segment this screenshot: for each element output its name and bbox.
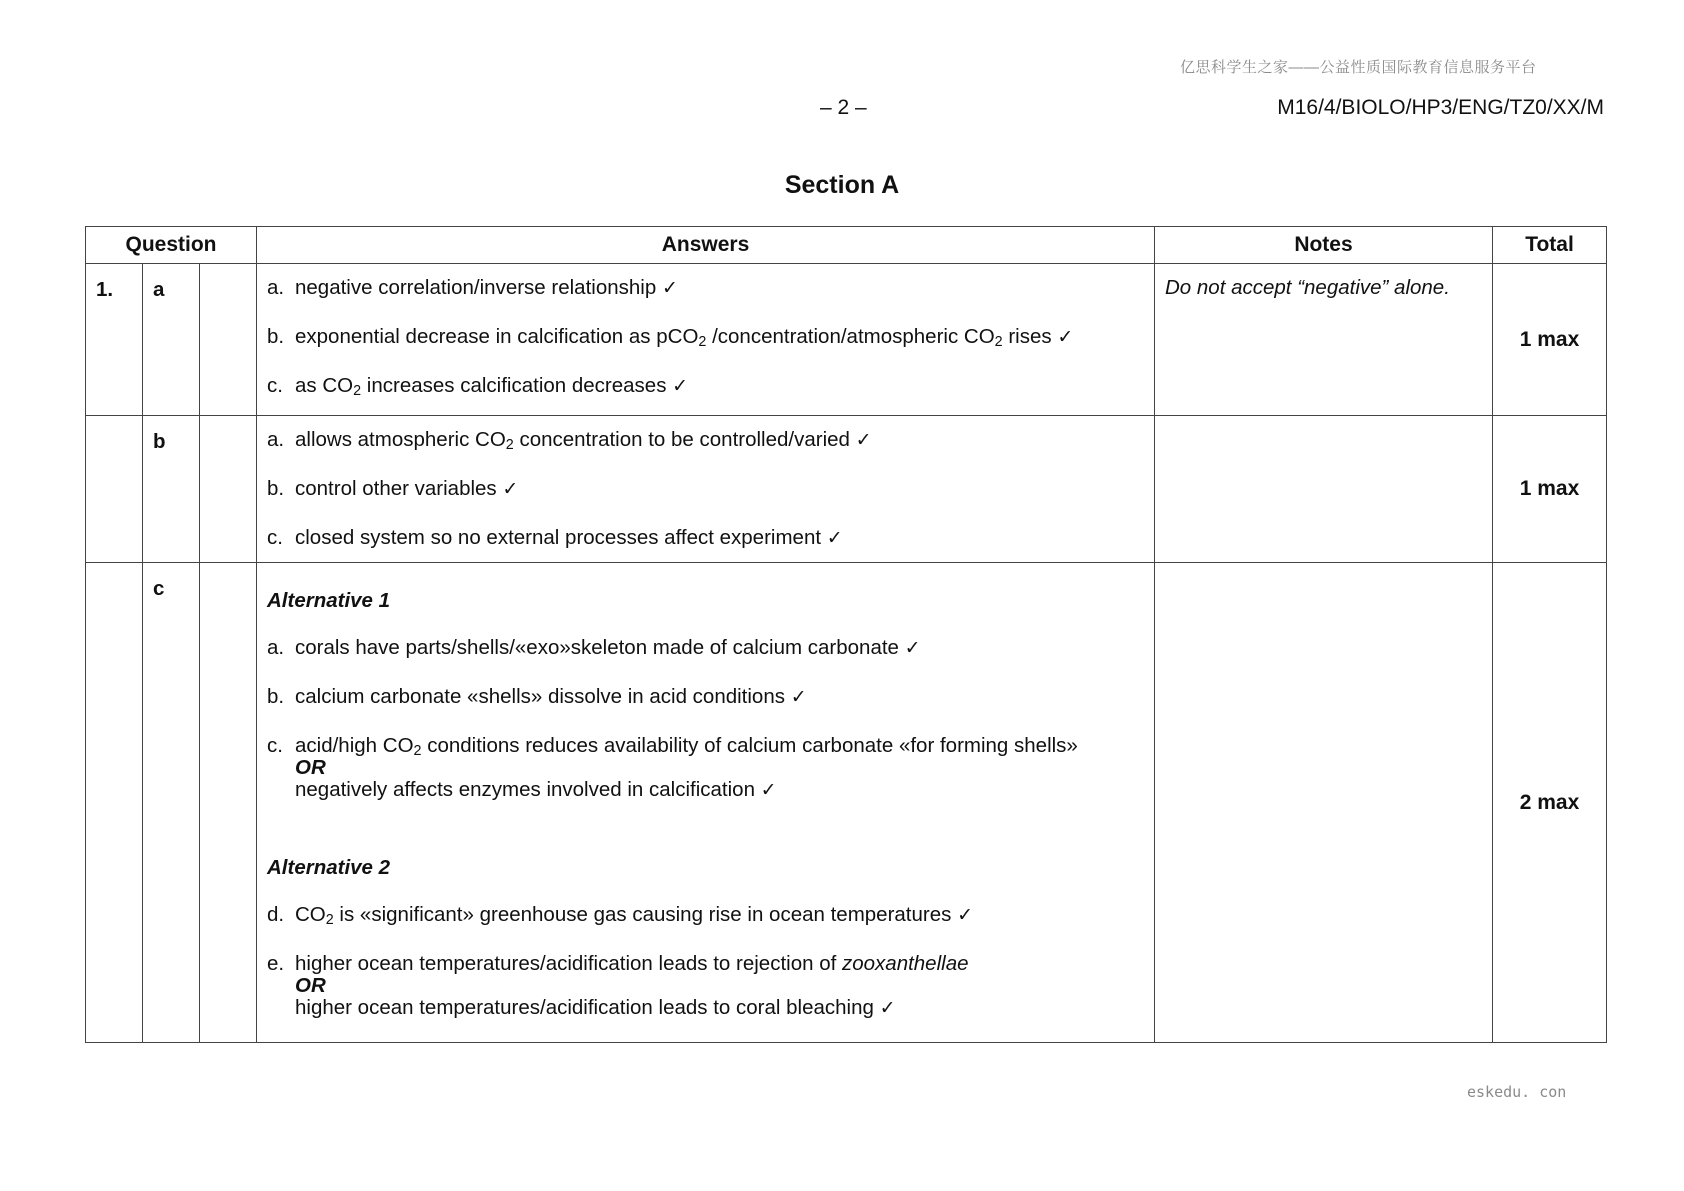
or-label: OR [295, 756, 326, 779]
check-icon: ✓ [672, 375, 689, 397]
total-cell: 2 max [1493, 563, 1607, 1043]
notes-cell [1155, 416, 1493, 563]
answer-item: d. $CO_2$ is «significant» greenhouse gas causing rise in ocean temperatures ✓ [267, 903, 974, 928]
answers-cell [257, 416, 1155, 563]
notes-cell [1155, 563, 1493, 1043]
answer-item: b. control other variables ✓ [267, 477, 519, 500]
check-icon: ✓ [661, 277, 678, 299]
answer-item: b. exponential decrease in calcification as pCO$_2$ /concentration/atmospheric $CO_2$ rises ✓ [267, 325, 1074, 350]
answer-item: a. corals have parts/shells/«exo»skeleton made of calcium carbonate ✓ [267, 636, 921, 659]
check-icon: ✓ [1057, 326, 1074, 348]
or-label: OR [295, 974, 326, 997]
answer-item: c. acid/high $CO_2$ conditions reduces availability of calcium carbonate «for forming shells» OR negatively affects enzymes involved in calcification ✓ [267, 734, 1144, 802]
question-number-empty [86, 563, 143, 1043]
check-icon: ✓ [790, 686, 807, 708]
check-icon: ✓ [957, 904, 974, 926]
table-row [86, 563, 1607, 1043]
total-cell: 1 max [1493, 416, 1607, 563]
check-icon: ✓ [879, 997, 896, 1019]
answers-cell [257, 264, 1155, 416]
question-number: 1. [86, 264, 143, 416]
alternative-2-heading: Alternative 2 [267, 856, 391, 879]
check-icon: ✓ [502, 478, 519, 500]
question-subpart [200, 563, 257, 1043]
question-subpart [200, 264, 257, 416]
table-row [86, 264, 1607, 416]
table-header-row [86, 227, 1607, 264]
answer-item: e. higher ocean temperatures/acidification leads to rejection of zooxanthellae OR higher ocean temperatures/acidification leads to coral bleaching ✓ [267, 952, 1144, 1020]
question-part-a: a [143, 264, 200, 416]
question-number-empty [86, 416, 143, 563]
header-answers: Answers [257, 227, 1155, 264]
check-icon: ✓ [904, 637, 921, 659]
watermark-bottom: eskedu. con [1467, 1083, 1567, 1101]
alternative-1-heading: Alternative 1 [267, 589, 391, 612]
answer-item: c. closed system so no external processes affect experiment ✓ [267, 526, 843, 549]
total-cell: 1 max [1493, 264, 1607, 416]
answers-cell [257, 563, 1155, 1043]
check-icon: ✓ [826, 527, 843, 549]
section-title: Section A [784, 171, 900, 199]
page-number: – 2 – [820, 96, 867, 119]
answer-item: a. negative correlation/inverse relationship ✓ [267, 276, 678, 299]
header-total: Total [1493, 227, 1607, 264]
markscheme-table [85, 226, 1607, 1043]
table-row [86, 416, 1607, 563]
answer-item: a. allows atmospheric $CO_2$ concentration to be controlled/varied ✓ [267, 428, 872, 453]
question-subpart [200, 416, 257, 563]
check-icon: ✓ [760, 779, 777, 801]
question-part-c: c [143, 563, 200, 1043]
question-part-b: b [143, 416, 200, 563]
check-icon: ✓ [855, 429, 872, 451]
header-question: Question [86, 227, 257, 264]
header-notes: Notes [1155, 227, 1493, 264]
answer-item: b. calcium carbonate «shells» dissolve in acid conditions ✓ [267, 685, 807, 708]
watermark-top: 亿思科学生之家——公益性质国际教育信息服务平台 [1180, 59, 1537, 76]
document-code: M16/4/BIOLO/HP3/ENG/TZ0/XX/M [1277, 96, 1604, 119]
answer-item: c. as $CO_2$ increases calcification decreases ✓ [267, 374, 689, 399]
notes-cell: Do not accept “negative” alone. [1155, 264, 1493, 416]
